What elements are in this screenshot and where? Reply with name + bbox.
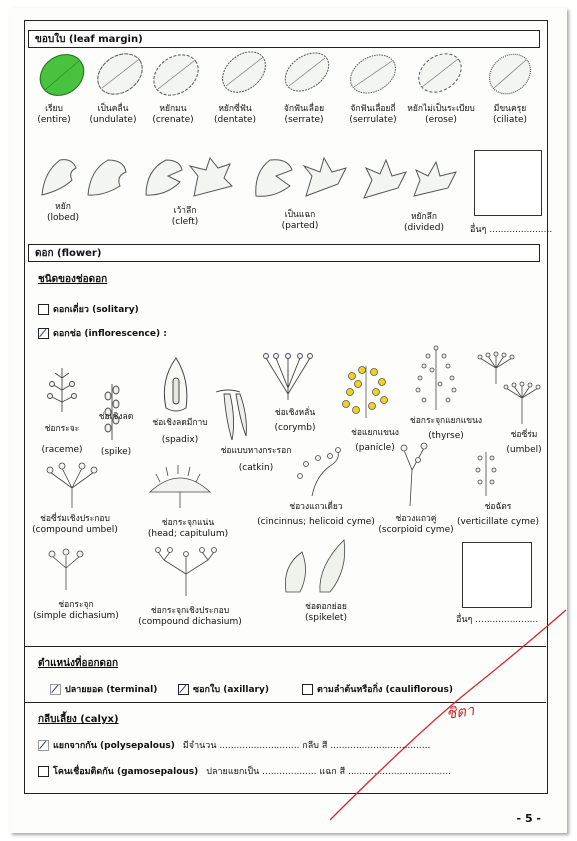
axillary-option[interactable]: ซอกใบ (axillary) (178, 682, 269, 696)
page-number: - 5 - (516, 812, 541, 825)
leaf-label-ciliate: มีขนครุย (ciliate) (492, 104, 528, 125)
inflorescence-option[interactable]: ดอกช่อ (inflorescence) : (38, 326, 167, 340)
infl-label-spadix: ช่อเชิงลดมีกาบ (spadix) (152, 418, 208, 445)
leaf-label-dentate: หยักซี่ฟัน (dentate) (213, 104, 257, 125)
infl-label-compound-dichasium: ช่อกระจุกเชิงประกอบ (compound dichasium) (138, 606, 242, 627)
inflorescence-types-heading: ชนิดของช่อดอก (38, 274, 108, 285)
leaf-label-cleft: เว้าลึก (cleft) (171, 206, 199, 227)
infl-label-spike: ช่อเชิงลด (spike) (98, 412, 134, 457)
leaf-label-undulate: เป็นคลื่น (undulate) (89, 104, 137, 125)
leaf-label-erose: หยักไม่เป็นระเบียบ (erose) (407, 104, 475, 125)
leaf-label-lobed: หยัก (lobed) (47, 202, 79, 223)
infl-label-panicle: ช่อแยกแขนง (panicle) (351, 428, 399, 453)
flower-other-label: อื่นๆ ...................... (456, 615, 539, 625)
infl-label-spikelet: ช่อดอกย่อย (spikelet) (305, 602, 347, 623)
infl-label-raceme: ช่อกระจะ (raceme) (41, 424, 83, 455)
infl-label-thyrse: ช่อกระจุกแยกแขนง (thyrse) (409, 416, 483, 441)
infl-label-umbel: ช่อซี่ร่ม (umbel) (506, 430, 542, 455)
gamosepalous-option[interactable]: โคนเชื่อมติดกัน (gamosepalous) ปลายแยกเป็น ................... แฉก สี .................................... (38, 764, 451, 778)
infl-label-corymb: ช่อเชิงหลั่น (corymb) (274, 408, 316, 433)
infl-label-simple-dichasium: ช่อกระจุก (simple dichasium) (33, 600, 119, 621)
leaf-label-divided: หยักลึก (divided) (403, 212, 445, 233)
cauliflorous-option[interactable]: ตามลำต้นหรือกิ่ง (cauliflorous) (302, 682, 453, 696)
flower-position-heading: ตำแหน่งที่ออกดอก (38, 658, 119, 669)
polysepalous-fill-line[interactable]: มีจำนวน ............................ กลีบ สี ................................... (182, 741, 431, 751)
teacher-signature: ชิตา (444, 701, 476, 723)
gamosepalous-fill-line[interactable]: ปลายแยกเป็น ................... แฉก สี .................................... (206, 767, 451, 777)
flower-header: ดอก (flower) (28, 244, 540, 262)
infl-label-catkin: ช่อแบบหางกระรอก (catkin) (220, 446, 292, 473)
infl-label-compound-umbel: ช่อซี่ร่มเชิงประกอบ (compound umbel) (32, 514, 118, 535)
leaf-label-serrulate: จักฟันเลื่อยถี่ (serrulate) (349, 104, 397, 125)
infl-label-cincinnus: ช่อวงแถวเดี่ยว (cincinnus; helicoid cyme) (257, 502, 375, 527)
terminal-option[interactable]: ปลายยอด (terminal) (50, 682, 157, 696)
calyx-heading: กลีบเลี้ยง (calyx) (38, 714, 119, 725)
infl-label-capitulum: ช่อกระจุกแน่น (head; capitulum) (147, 518, 229, 539)
leaf-label-serrate: จักฟันเลื่อย (serrate) (283, 104, 325, 125)
leaf-label-crenate: หยักมน (crenate) (152, 104, 194, 125)
infl-label-scorpioid: ช่อวงแถวคู่ (scorpioid cyme) (378, 514, 454, 535)
leaf-label-entire: เรียบ (entire) (37, 104, 71, 125)
polysepalous-option[interactable]: แยกจากกัน (polysepalous) มีจำนวน ............................ กลีบ สี ................................... (38, 738, 430, 752)
leaf-label-parted: เป็นแฉก (parted) (281, 210, 319, 231)
solitary-option[interactable]: ดอกเดี่ยว (solitary) (38, 302, 139, 316)
leaf-margin-header: ขอบใบ (leaf margin) (28, 30, 540, 48)
infl-label-verticillate: ช่อฉัตร (verticillate cyme) (456, 502, 540, 527)
leaf-other-label: อื่นๆ ...................... (470, 225, 553, 235)
